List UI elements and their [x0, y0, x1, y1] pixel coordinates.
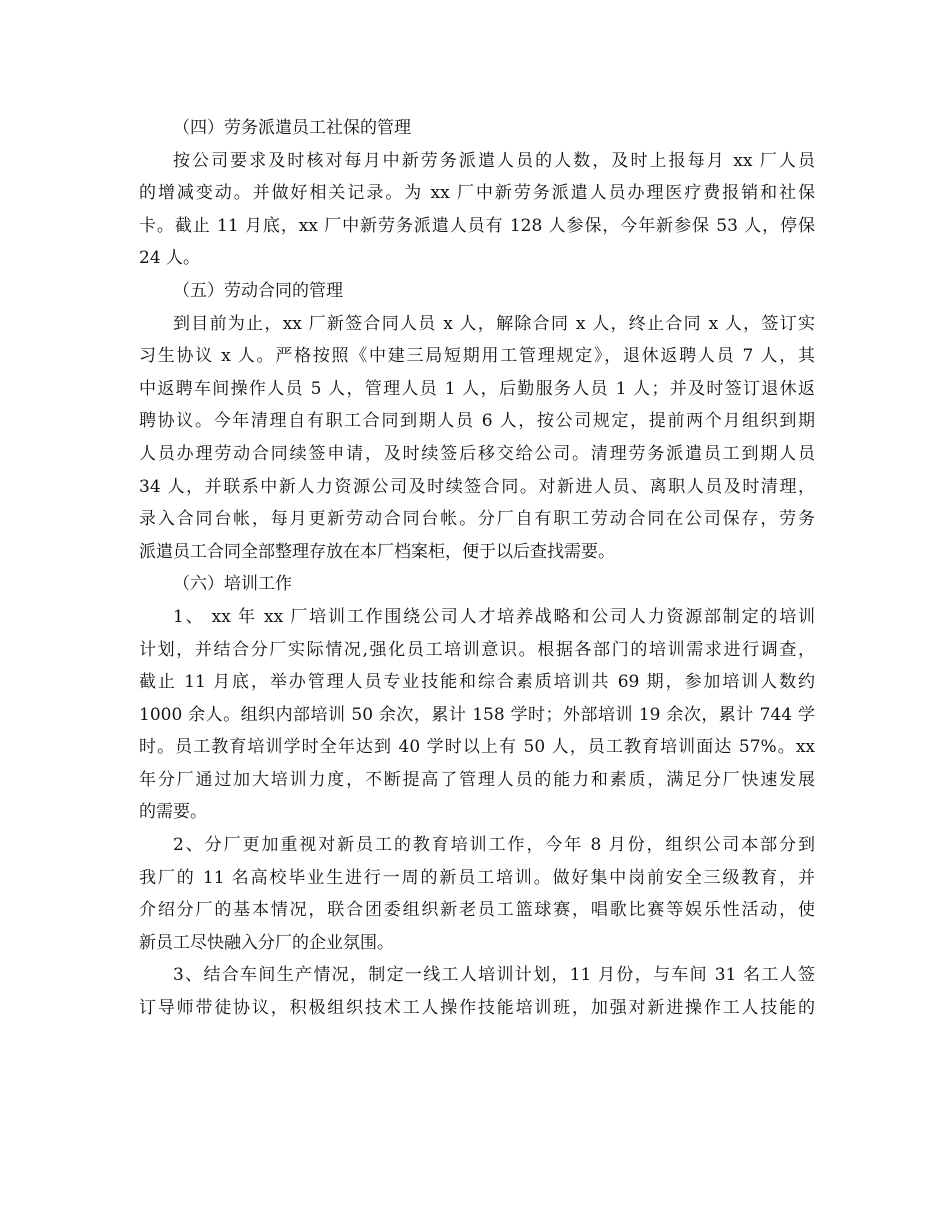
- paragraph-line: 24 人。: [139, 248, 201, 269]
- section-heading-social-insurance: （四）劳务派遣员工社保的管理: [173, 118, 411, 138]
- paragraph-line: 2、分厂更加重视对新员工的教育培训工作，今年 8 月份，组织公司本部分到: [173, 835, 815, 856]
- paragraph-line: 的增减变动。并做好相关记录。为 xx 厂中新劳务派遣人员办理医疗费报销和社保: [139, 183, 815, 204]
- paragraph-line: 新员工尽快融入分厂的企业氛围。: [139, 932, 394, 953]
- paragraph-line: 按公司要求及时核对每月中新劳务派遣人员的人数，及时上报每月 xx 厂人员: [173, 150, 815, 171]
- paragraph-line: 计划，并结合分厂实际情况,强化员工培训意识。根据各部门的培训需求进行调查，: [139, 639, 815, 660]
- paragraph-line: 截止 11 月底，举办管理人员专业技能和综合素质培训共 69 期，参加培训人数约: [139, 672, 815, 693]
- paragraph-line: 到目前为止，xx 厂新签合同人员 x 人，解除合同 x 人，终止合同 x 人，签订实: [173, 313, 815, 334]
- section-heading-labor-contract: （五）劳动合同的管理: [173, 280, 343, 301]
- paragraph-line: 1000 余人。组织内部培训 50 余次，累计 158 学时；外部培训 19 余次，累计 744 学: [139, 704, 815, 725]
- paragraph-line: 习生协议 x 人。严格按照《中建三局短期用工管理规定》，退休返聘人员 7 人，其: [139, 346, 815, 367]
- paragraph-line: 中返聘车间操作人员 5 人，管理人员 1 人，后勤服务人员 1 人；并及时签订退休返: [139, 378, 815, 399]
- section-heading-training: （六）培训工作: [173, 574, 292, 595]
- document-body: [139, 112, 815, 1025]
- paragraph-line: 我厂的 11 名高校毕业生进行一周的新员工培训。做好集中岗前安全三级教育，并: [139, 867, 815, 888]
- paragraph-line: 卡。截止 11 月底，xx 厂中新劳务派遣人员有 128 人参保，今年新参保 53 人，停保: [139, 215, 815, 236]
- paragraph-line: 录入合同台帐，每月更新劳动合同台帐。分厂自有职工劳动合同在公司保存，劳务: [139, 509, 815, 530]
- paragraph-line: 年分厂通过加大培训力度，不断提高了管理人员的能力和素质，满足分厂快速发展: [139, 769, 815, 790]
- paragraph-line: 的需要。: [139, 802, 207, 823]
- paragraph-line: 订导师带徒协议，积极组织技术工人操作技能培训班，加强对新进操作工人技能的: [139, 998, 815, 1019]
- paragraph-line: 3、结合车间生产情况，制定一线工人培训计划，11 月份，与车间 31 名工人签: [173, 965, 815, 986]
- paragraph-line: 34 人，并联系中新人力资源公司及时续签合同。对新进人员、离职人员及时清理，: [139, 476, 815, 497]
- paragraph-line: 人员办理劳动合同续签申请，及时续签后移交给公司。清理劳务派遣员工到期人员: [139, 443, 815, 464]
- paragraph-line: 聘协议。今年清理自有职工合同到期人员 6 人，按公司规定，提前两个月组织到期: [139, 411, 815, 432]
- paragraph-line: 介绍分厂的基本情况，联合团委组织新老员工篮球赛，唱歌比赛等娱乐性活动，使: [139, 900, 815, 921]
- paragraph-line: 时。员工教育培训学时全年达到 40 学时以上有 50 人，员工教育培训面达 57%。xx: [139, 737, 815, 758]
- paragraph-line: 1、 xx 年 xx 厂培训工作围绕公司人才培养战略和公司人力资源部制定的培训: [173, 606, 815, 627]
- paragraph-line: 派遣员工合同全部整理存放在本厂档案柜，便于以后查找需要。: [139, 541, 615, 562]
